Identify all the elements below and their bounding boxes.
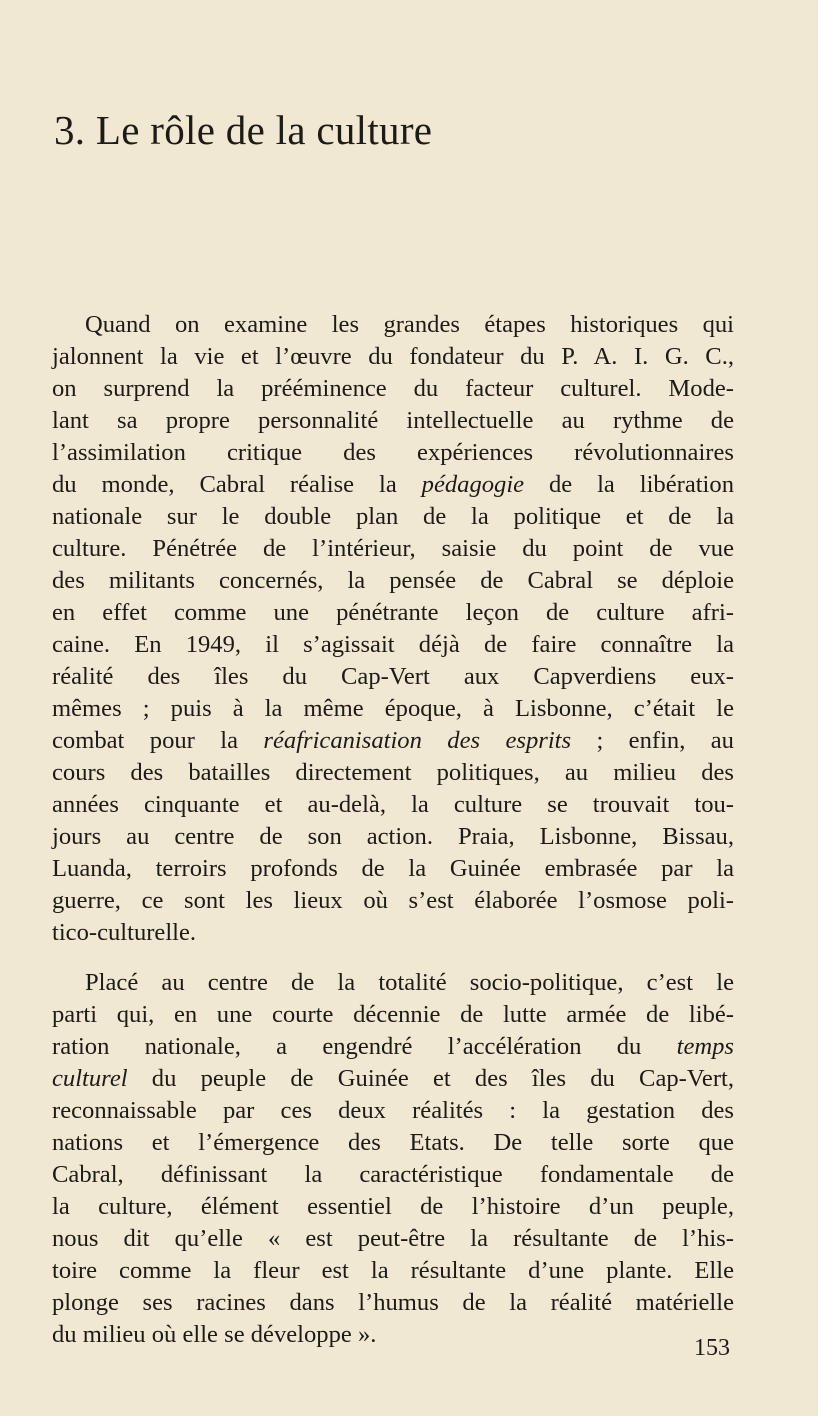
paragraph-1: [52, 309, 734, 949]
text-line: l’assimilation critique des expériences révolutionnaires: [52, 439, 734, 466]
body-text: [52, 309, 734, 1351]
italic-phrase: pédagogie: [421, 471, 525, 498]
text-line: réalité des îles du Cap-Vert aux Capverdiens eux-: [52, 663, 734, 690]
text-line: plonge ses racines dans l’humus de la réalité matérielle: [52, 1289, 734, 1316]
text-line: années cinquante et au-delà, la culture se trouvait tou-: [52, 791, 734, 818]
text-line: combat pour la réafricanisation des esprits ; enfin, au: [52, 727, 734, 754]
text-line: guerre, ce sont les lieux où s’est élaborée l’osmose poli-: [52, 887, 734, 914]
text-line: toire comme la fleur est la résultante d’une plante. Elle: [52, 1257, 734, 1284]
paragraph-gap: [52, 949, 734, 967]
text-line: des militants concernés, la pensée de Cabral se déploie: [52, 567, 734, 594]
italic-phrase: réafricanisation des esprits: [263, 727, 572, 754]
text-line: cours des batailles directement politiques, au milieu des: [52, 759, 734, 786]
text-line: mêmes ; puis à la même époque, à Lisbonne, c’était le: [52, 695, 734, 722]
text-line: nous dit qu’elle « est peut-être la résultante de l’his-: [52, 1225, 734, 1252]
text-line: lant sa propre personnalité intellectuelle au rythme de: [52, 407, 734, 434]
text-line: culturel du peuple de Guinée et des îles du Cap-Vert,: [52, 1065, 734, 1092]
text-line: Luanda, terroirs profonds de la Guinée embrasée par la: [52, 855, 734, 882]
italic-phrase: culturel: [52, 1065, 128, 1092]
text-line: culture. Pénétrée de l’intérieur, saisie du point de vue: [52, 535, 734, 562]
text-line: Placé au centre de la totalité socio-politique, c’est le: [85, 969, 734, 996]
text-line: du monde, Cabral réalise la pédagogie de la libération: [52, 471, 734, 498]
text-line: on surprend la prééminence du facteur culturel. Mode-: [52, 375, 734, 402]
text-line: nations et l’émergence des Etats. De telle sorte que: [52, 1129, 734, 1156]
text-line: caine. En 1949, il s’agissait déjà de faire connaître la: [52, 631, 734, 658]
text-line: Quand on examine les grandes étapes historiques qui: [85, 311, 734, 338]
text-line: ration nationale, a engendré l’accélération du temps: [52, 1033, 734, 1060]
text-line: en effet comme une pénétrante leçon de culture afri-: [52, 599, 734, 626]
text-line: jalonnent la vie et l’œuvre du fondateur du P. A. I. G. C.,: [52, 343, 734, 370]
text-line: la culture, élément essentiel de l’histoire d’un peuple,: [52, 1193, 734, 1220]
text-line: parti qui, en une courte décennie de lutte armée de libé-: [52, 1001, 734, 1028]
section-heading: 3. Le rôle de la culture: [54, 107, 433, 153]
text-line: reconnaissable par ces deux réalités : la gestation des: [52, 1097, 734, 1124]
page-number: 153: [694, 1335, 730, 1361]
text-line: tico-culturelle.: [52, 919, 197, 946]
text-line: du milieu où elle se développe ».: [52, 1321, 377, 1348]
italic-phrase: temps: [676, 1033, 734, 1060]
paragraph-2: [52, 967, 734, 1351]
text-line: nationale sur le double plan de la politique et de la: [52, 503, 734, 530]
text-line: Cabral, définissant la caractéristique fondamentale de: [52, 1161, 734, 1188]
text-line: jours au centre de son action. Praia, Lisbonne, Bissau,: [52, 823, 734, 850]
